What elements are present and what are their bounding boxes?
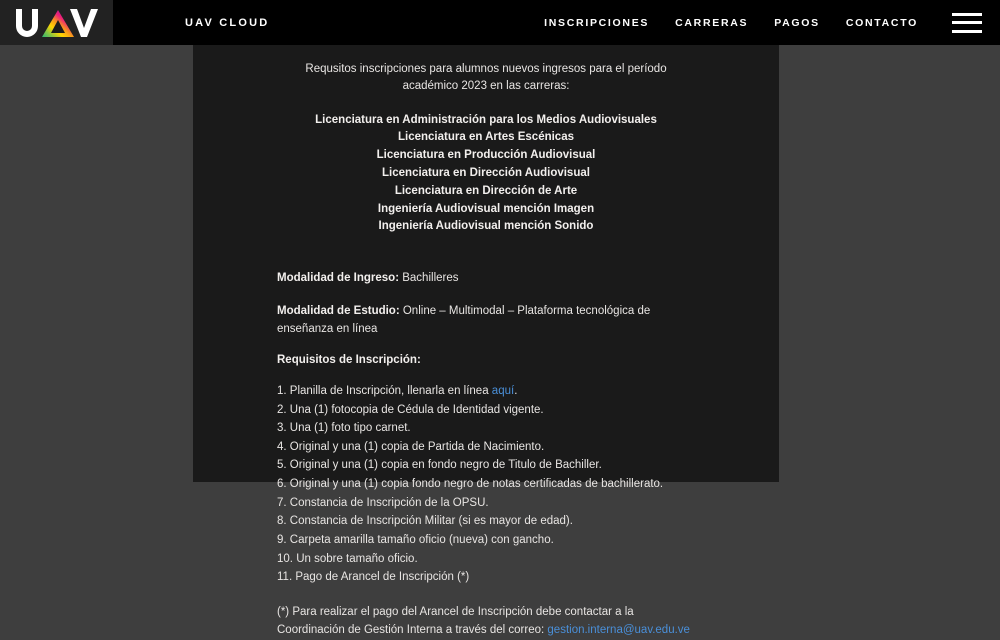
requirements-list <box>277 382 695 587</box>
aqui-link[interactable]: aquí <box>491 384 515 397</box>
career-item: Licenciatura en Producción Audiovisual <box>376 149 596 162</box>
career-item: Ingeniería Audiovisual mención Sonido <box>378 220 594 233</box>
requirement-item <box>277 475 695 494</box>
career-item: Licenciatura en Dirección Audiovisual <box>382 166 590 179</box>
main-nav <box>544 12 1000 34</box>
brand-word: UAV CLOUD <box>185 16 270 29</box>
requirement-text: Constancia de Inscripción Militar (si es mayor de edad). <box>286 515 573 528</box>
requirement-text: Un sobre tamaño oficio. <box>293 552 418 565</box>
requirement-text: Pago de Arancel de Inscripción (*) <box>292 571 470 584</box>
requirement-item <box>277 568 695 587</box>
requirement-number: 10. <box>277 552 293 565</box>
requirement-text: Constancia de Inscripción de la OPSU. <box>286 496 489 509</box>
requirement-item <box>277 456 695 475</box>
site-header <box>0 0 1000 45</box>
modalidad-estudio-row <box>277 303 695 338</box>
footnote-text: (*) Para realizar el pago del Arancel de Inscripción debe contactar a la Coordinación de Gestión Interna a través del correo: <box>277 605 634 637</box>
page-body <box>0 45 1000 637</box>
requirement-text: Planilla de Inscripción, llenarla en línea <box>286 384 492 397</box>
requirement-number: 8. <box>277 515 287 528</box>
requirement-text: Una (1) foto tipo carnet. <box>286 422 411 435</box>
nav-item-carreras[interactable]: CARRERAS <box>675 16 749 29</box>
modalidad-ingreso-row <box>277 270 695 287</box>
requirement-item <box>277 382 695 401</box>
requirement-number: 2. <box>277 403 287 416</box>
hamburger-bar-3 <box>952 30 982 33</box>
requirement-item <box>277 401 695 420</box>
requirement-text: Original y una (1) copia de Partida de Nacimiento. <box>286 440 545 453</box>
requirement-number: 4. <box>277 440 287 453</box>
requirement-item <box>277 550 695 569</box>
requirement-number: 1. <box>277 384 287 397</box>
uav-logo-icon <box>14 7 100 39</box>
nav-item-inscripciones[interactable]: INSCRIPCIONES <box>544 16 650 29</box>
career-item: Licenciatura en Artes Escénicas <box>398 131 574 144</box>
email-link[interactable]: gestion.interna@uav.edu.ve <box>547 624 690 637</box>
logo-block[interactable] <box>0 0 113 45</box>
requirement-text: Original y una (1) copia fondo negro de notas certificadas de bachillerato. <box>286 478 664 491</box>
intro-paragraph: Requsitos inscripciones para alumnos nuevos ingresos para el período académico 2023 en las carreras: <box>305 63 667 93</box>
requisitos-heading: Requisitos de Inscripción: <box>277 353 421 366</box>
requirement-number: 11. <box>277 571 293 584</box>
requirement-number: 6. <box>277 478 287 491</box>
career-item: Ingeniería Audiovisual mención Imagen <box>377 202 595 215</box>
hamburger-bar-2 <box>952 21 982 24</box>
modalidad-ingreso-value: Bachilleres <box>399 272 459 285</box>
content-column <box>193 45 779 637</box>
requirement-text-after: . <box>514 384 518 397</box>
requirement-text: Carpeta amarilla tamaño oficio (nueva) con gancho. <box>286 533 554 546</box>
requirement-item <box>277 531 695 550</box>
requirement-number: 3. <box>277 422 287 435</box>
requirement-text: Una (1) fotocopia de Cédula de Identidad vigente. <box>286 403 544 416</box>
hamburger-bar-1 <box>952 13 982 16</box>
requirement-item <box>277 494 695 513</box>
modalidad-estudio-label: Modalidad de Estudio: <box>277 305 400 318</box>
modalidad-estudio-value: Online – Multimodal – Plataforma tecnológica de enseñanza en línea <box>277 305 651 335</box>
career-item: Licenciatura en Administración para los Medios Audiovisuales <box>315 113 657 126</box>
requirement-item <box>277 419 695 438</box>
nav-item-pagos[interactable]: PAGOS <box>774 16 820 29</box>
requirement-text: Original y una (1) copia en fondo negro de Titulo de Bachiller. <box>286 459 602 472</box>
careers-list <box>277 112 695 237</box>
requirement-number: 5. <box>277 459 287 472</box>
footnote-paragraph <box>277 603 695 640</box>
requirement-item <box>277 512 695 531</box>
requirement-item <box>277 438 695 457</box>
nav-item-contacto[interactable]: CONTACTO <box>845 16 918 29</box>
career-item: Licenciatura en Dirección de Arte <box>394 184 578 197</box>
modalidad-ingreso-label: Modalidad de Ingreso: <box>277 272 400 285</box>
requirement-number: 9. <box>277 533 287 546</box>
requirement-number: 7. <box>277 496 287 509</box>
hamburger-icon[interactable] <box>952 12 982 34</box>
